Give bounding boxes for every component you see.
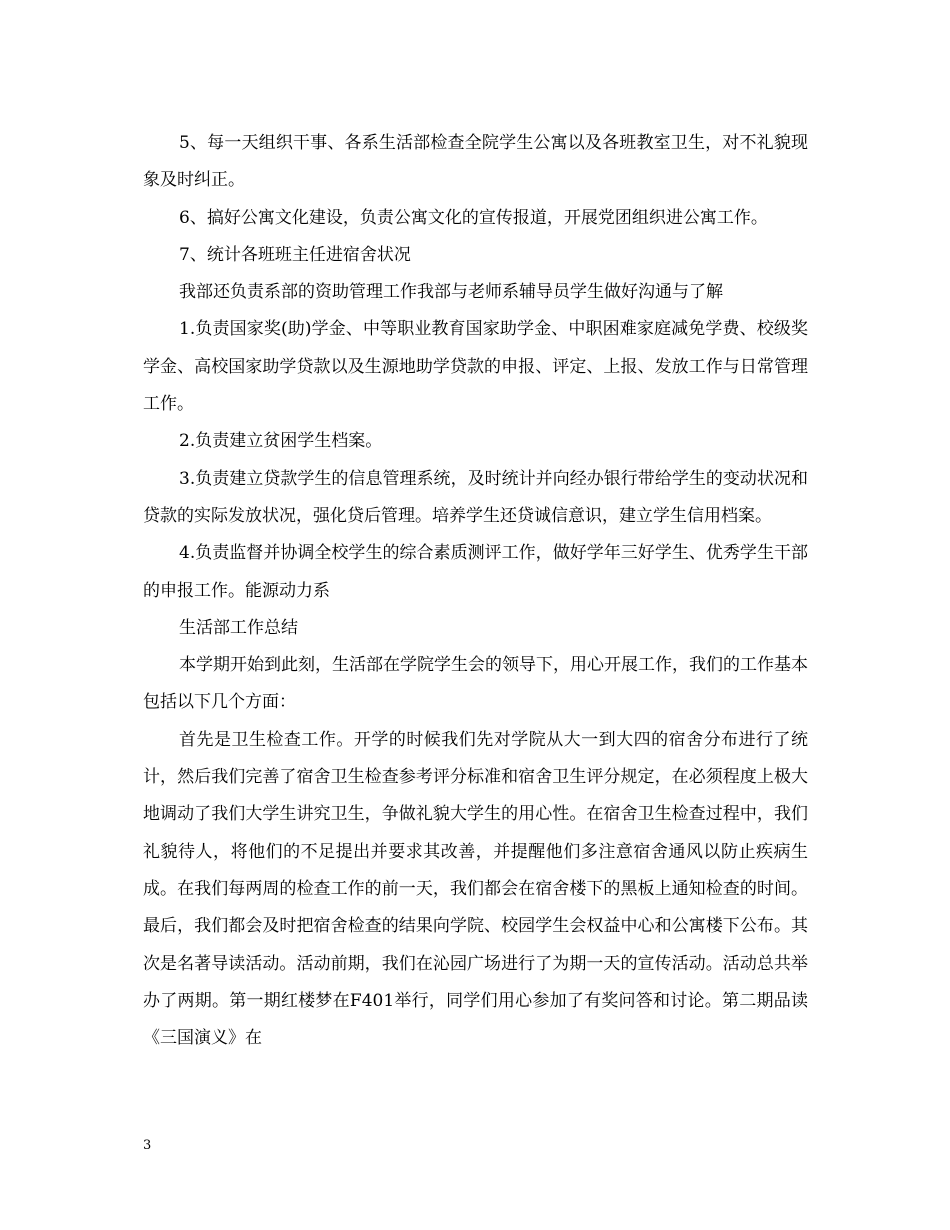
paragraph-summary-intro: 本学期开始到此刻，生活部在学院学生会的领导下，用心开展工作，我们的工作基本包括以下几个方面： [143,655,808,713]
paragraph-funding-3: 3.负责建立贷款学生的信息管理系统，及时统计并向经办银行带给学生的变动状况和贷款的实际发放状况，强化贷后管理。培养学生还贷诚信意识，建立学生信用档案。 [143,468,808,526]
paragraph-item-7: 7、统计各班班主任进宿舍状况 [179,244,411,265]
paragraph-funding-1: 1.负责国家奖(助)学金、中等职业教育国家助学金、中职困难家庭减免学费、校级奖学金、高校国家助学贷款以及生源地助学贷款的申报、评定、上报、发放工作与日常管理工作。 [143,319,808,415]
paragraph-item-5: 5、每一天组织干事、各系生活部检查全院学生公寓以及各班教室卫生，对不礼貌现象及时纠正。 [143,133,808,191]
document-body [143,125,808,1057]
page-number: 3 [143,1138,152,1153]
paragraph-summary-body: 首先是卫生检查工作。开学的时候我们先对学院从大一到大四的宿舍分布进行了统计，然后我们完善了宿舍卫生检查参考评分标准和宿舍卫生评分规定，在必须程度上极大地调动了我们大学生讲究卫生，争做礼貌大学生的用心性。在宿舍卫生检查过程中，我们礼貌待人，将他们的不足提出并要求其改善，并提醒他们多注意宿舍通风以防止疾病生成。在我们每两周的检查工作的前一天，我们都会在宿舍楼下的黑板上通知检查的时间。最后，我们都会及时把宿舍检查的结果向学院、校园学生会权益中心和公寓楼下公布。其次是名著导读活动。活动前期，我们在沁园广场进行了为期一天的宣传活动。活动总共举办了两期。第一期红楼梦在F401举行，同学们用心参加了有奖问答和讨论。第二期品读《三国演义》在 [143,729,808,1049]
paragraph-funding-2: 2.负责建立贫困学生档案。 [179,431,383,452]
section-heading: 生活部工作总结 [179,617,298,638]
paragraph-funding-intro: 我部还负责系部的资助管理工作我部与老师系辅导员学生做好沟通与了解 [179,282,723,303]
paragraph-item-6: 6、搞好公寓文化建设，负责公寓文化的宣传报道，开展党团组织进公寓工作。 [179,207,768,228]
paragraph-funding-4: 4.负责监督并协调全校学生的综合素质测评工作，做好学年三好学生、优秀学生干部的申报工作。能源动力系 [143,543,808,601]
